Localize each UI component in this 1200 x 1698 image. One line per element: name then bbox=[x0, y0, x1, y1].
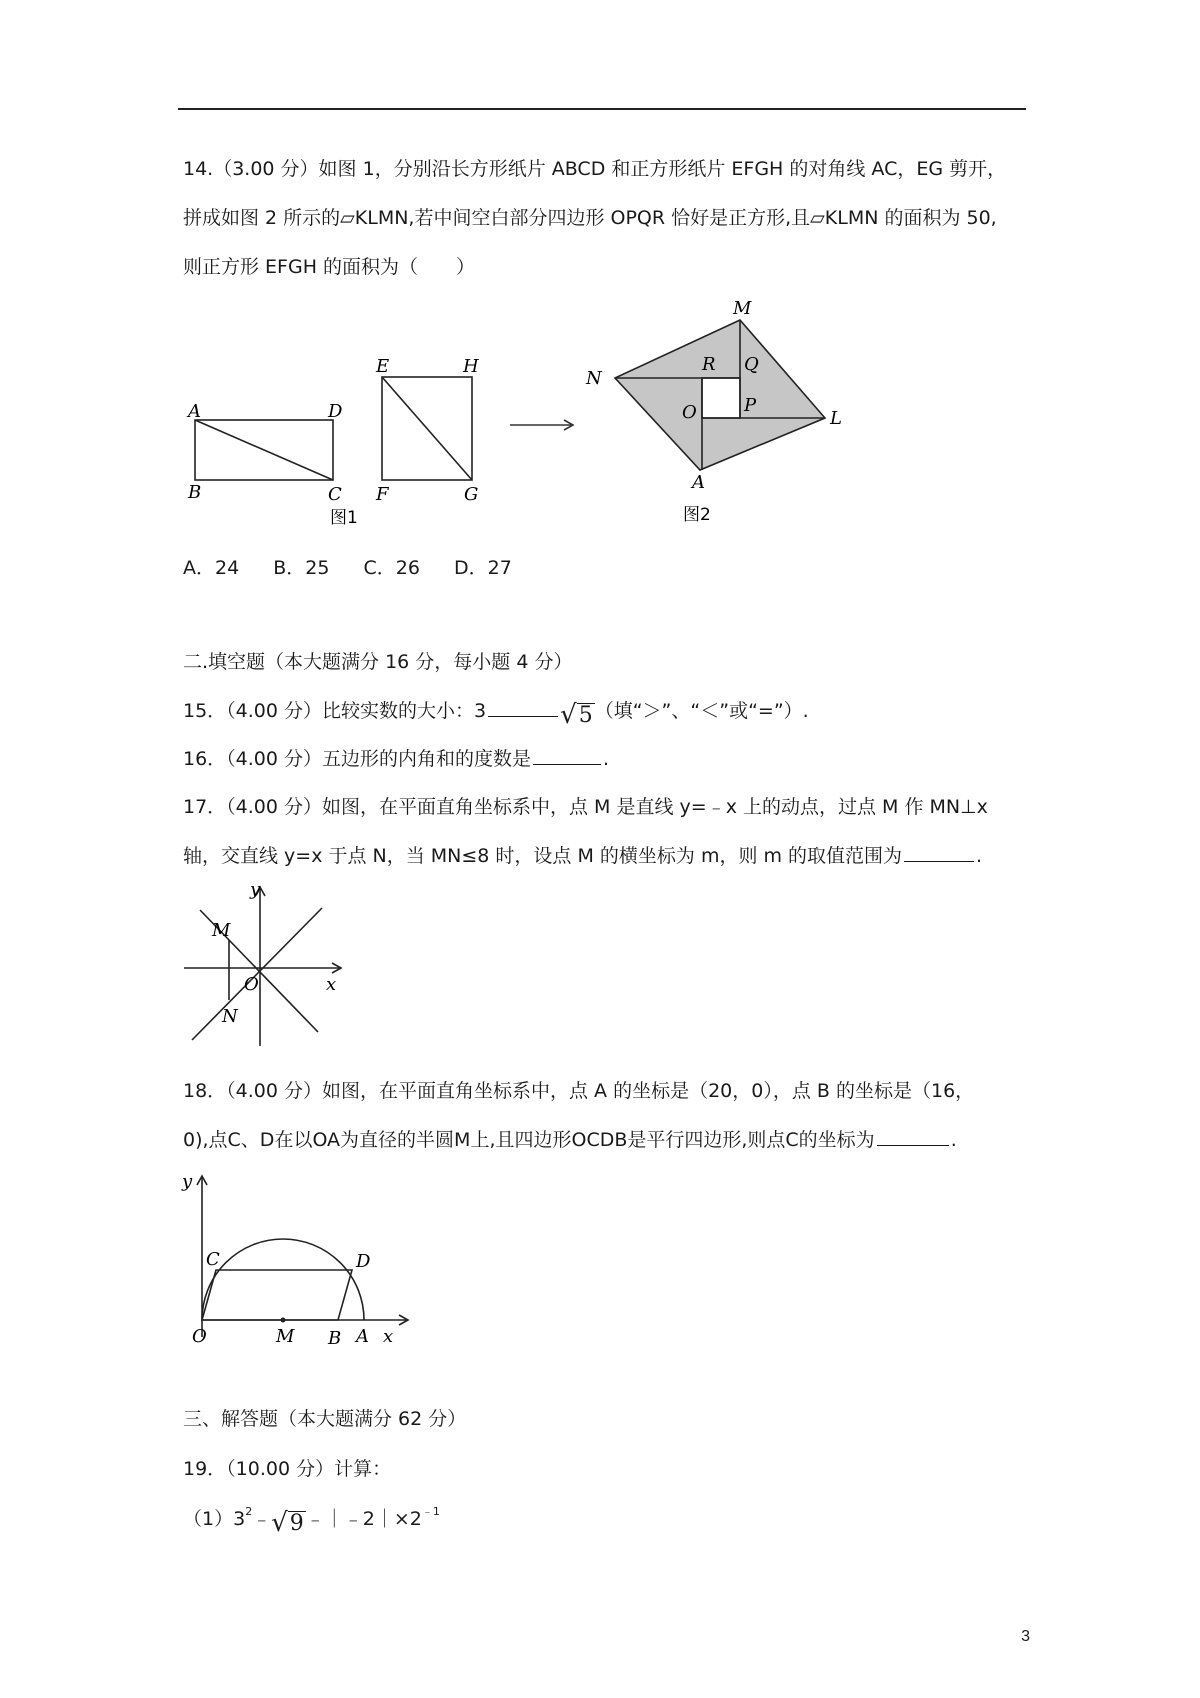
q14-line2: 拼成如图 2 所示的▱KLMN,若中间空白部分四边形 OPQR 恰好是正方形,且▱KLMN 的面积为 50, bbox=[183, 207, 997, 229]
q19-sub1-rest: ﹣｜﹣2｜×2 bbox=[305, 1508, 422, 1530]
label-m: M bbox=[212, 920, 231, 941]
q14-choices bbox=[183, 557, 540, 580]
label-n: N bbox=[586, 368, 602, 389]
label-c: C bbox=[206, 1249, 220, 1270]
sqrt-9: √ 9 bbox=[271, 1508, 304, 1538]
label-f: F bbox=[376, 484, 389, 505]
label-y: y bbox=[250, 879, 261, 900]
label-a: A bbox=[356, 1326, 369, 1347]
q15-prefix: 15．（4.00 分）比较实数的大小：3 bbox=[183, 700, 487, 722]
label-d: D bbox=[328, 401, 343, 422]
q14-line1: 14.（3.00 分）如图 1，分别沿长方形纸片 ABCD 和正方形纸片 EFGH 的对角线 AC，EG 剪开， bbox=[183, 158, 1007, 180]
label-n: N bbox=[222, 1006, 238, 1027]
label-o: O bbox=[244, 974, 259, 995]
label-r: R bbox=[702, 354, 716, 375]
q17-figure bbox=[180, 880, 350, 1050]
label-g: G bbox=[464, 484, 479, 505]
q16 bbox=[183, 748, 609, 771]
label-y: y bbox=[182, 1171, 193, 1192]
label-c: C bbox=[328, 484, 342, 505]
q16-answer-blank[interactable] bbox=[533, 763, 601, 765]
label-b: B bbox=[188, 482, 202, 503]
q14-line3: 则正方形 EFGH 的面积为（ ） bbox=[183, 256, 476, 278]
diagonal-eg bbox=[382, 377, 472, 480]
q18-line2-wrap bbox=[183, 1129, 957, 1152]
point-m bbox=[281, 1318, 286, 1323]
choice-c[interactable]: C．26 bbox=[363, 557, 420, 579]
q16-end: . bbox=[603, 748, 610, 770]
q15-answer-blank[interactable] bbox=[488, 715, 558, 717]
q18-line1: 18．（4.00 分）如图，在平面直角坐标系中，点 A 的坐标是（20，0），点 B 的坐标是（16， bbox=[183, 1080, 975, 1102]
label-x: x bbox=[326, 974, 337, 995]
q18-answer-blank[interactable] bbox=[877, 1144, 949, 1146]
section3-heading: 三、解答题（本大题满分 62 分） bbox=[183, 1408, 467, 1430]
q19-sub1-exponent2: ﹣1 bbox=[421, 1505, 440, 1518]
q19-sub1-radicand: 9 bbox=[289, 1510, 304, 1536]
q17-line2-wrap bbox=[183, 845, 982, 868]
q18-line2: 0),点C、D在以OA为直径的半圆M上,且四边形OCDB是平行四边形,则点C的坐标为 bbox=[183, 1129, 875, 1151]
q19-sub1-exponent: 2 bbox=[245, 1505, 253, 1518]
q17-line1: 17．（4.00 分）如图，在平面直角坐标系中，点 M 是直线 y=﹣x 上的动点，过点 M 作 MN⊥x bbox=[183, 796, 988, 818]
choice-b[interactable]: B．25 bbox=[273, 557, 330, 579]
label-l: L bbox=[830, 408, 842, 429]
label-m: M bbox=[733, 298, 752, 319]
sqrt-5: √ 5 bbox=[560, 700, 593, 730]
parallelogram-ocdb bbox=[202, 1270, 352, 1320]
section2-heading: 二.填空题（本大题满分 16 分，每小题 4 分） bbox=[183, 651, 573, 673]
q18-end: . bbox=[950, 1129, 957, 1151]
q19-sub1 bbox=[183, 1505, 440, 1536]
q19-sub1-prefix: （1）3 bbox=[183, 1508, 246, 1530]
semicircle-m bbox=[202, 1239, 364, 1320]
q17-end: . bbox=[976, 845, 983, 867]
label-a: A bbox=[188, 401, 201, 422]
q17-answer-blank[interactable] bbox=[904, 860, 974, 862]
arrow-icon bbox=[508, 415, 578, 435]
q14-figure1 bbox=[180, 355, 490, 530]
q18-figure bbox=[178, 1165, 418, 1355]
q16-text: 16．（4.00 分）五边形的内角和的度数是 bbox=[183, 748, 532, 770]
label-p: P bbox=[744, 395, 757, 416]
q15-radicand: 5 bbox=[578, 702, 593, 728]
choice-a[interactable]: A．24 bbox=[183, 557, 240, 579]
label-o: O bbox=[192, 1326, 207, 1347]
label-x: x bbox=[383, 1326, 394, 1347]
choice-d[interactable]: D．27 bbox=[454, 557, 512, 579]
q19-title: 19．（10.00 分）计算： bbox=[183, 1458, 392, 1480]
diagonal-ac bbox=[195, 420, 333, 480]
label-o: O bbox=[682, 402, 697, 423]
square-opqr bbox=[702, 378, 740, 418]
q15 bbox=[183, 700, 809, 728]
q14-figure2 bbox=[580, 300, 850, 530]
page-number: 3 bbox=[1021, 1628, 1030, 1645]
label-h: H bbox=[463, 356, 479, 377]
label-a2: A bbox=[692, 472, 705, 493]
figure2-caption: 图2 bbox=[683, 505, 711, 525]
header-rule bbox=[178, 108, 1026, 110]
label-e: E bbox=[376, 356, 390, 377]
label-d: D bbox=[356, 1251, 371, 1272]
q17-line2: 轴，交直线 y=x 于点 N，当 MN≤8 时，设点 M 的横坐标为 m，则 m 的取值范围为 bbox=[183, 845, 903, 867]
label-b: B bbox=[328, 1328, 342, 1349]
q19-sub1-minus: ﹣ bbox=[252, 1508, 272, 1530]
figure1-caption: 图1 bbox=[330, 508, 358, 528]
label-q: Q bbox=[744, 354, 759, 375]
label-m: M bbox=[276, 1326, 295, 1347]
q15-suffix: （填“＞”、“＜”或“=”）. bbox=[594, 700, 809, 722]
